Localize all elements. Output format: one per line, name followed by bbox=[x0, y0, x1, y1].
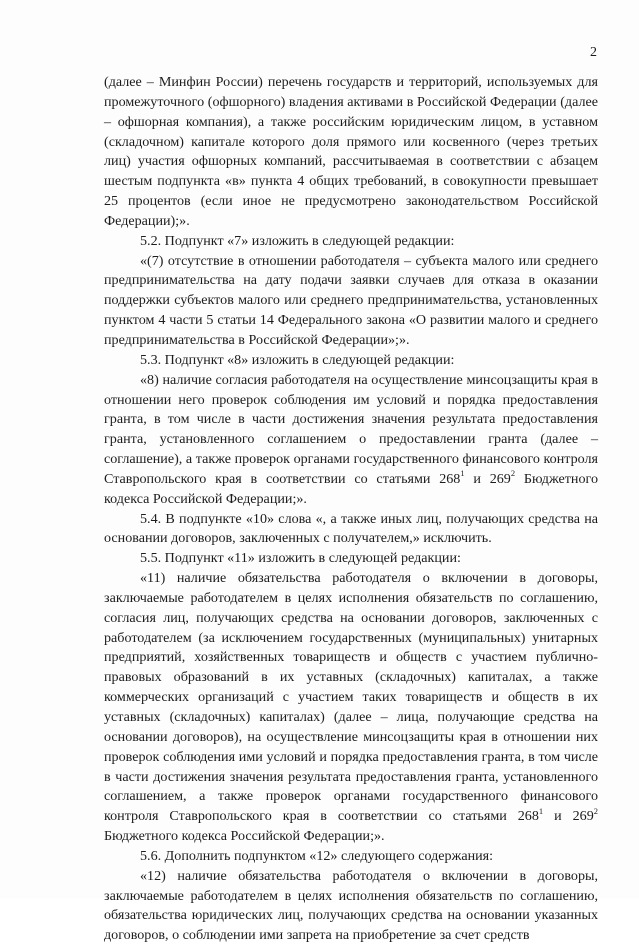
text-run: и 269 bbox=[464, 470, 511, 487]
text-run: «11) наличие обязательства работодателя о включении в договоры, заключаемые работодателем в целях исполнения обязательств по соглашению, согласия лиц, получающих средства на основании договоров, заключенных с работодателем (за исключением государственных (муниципальных) унитарных предприятий, хозяйственных товариществ и обществ с участием публично-правовых образований в их уставных (складочных) капиталах, а также коммерческих организаций с участием таких товариществ и обществ в их уставных (складочных) капиталах) (далее – лица, получающие средства на основании договоров), на осуществление минсоцзащиты края в отношении них проверок соблюдения ими условий и порядка предоставления гранта, в том числе в части достижения значения результата предоставления гранта, установленного соглашением, а также проверок органами государственного финансового контроля Ставропольского края в соответствии со статьями 268 bbox=[104, 570, 598, 825]
paragraph-subpoint-7: «(7) отсутствие в отношении работодателя – субъекта малого или среднего предпринимательства на дату подачи заявки случаев для отказа в оказании поддержки субъектов малого или среднего предпринимательства, установленных пунктом 4 части 5 статьи 14 Федерального закона «О развитии малого и среднего предпринимательства в Российской Федерации»;». bbox=[104, 252, 598, 348]
paragraph-5-4: 5.4. В подпункте «10» слова «, а также иных лиц, получающих средства на основании договоров, заключенных с получателем,» исключить. bbox=[104, 510, 598, 547]
superscript: 2 bbox=[593, 805, 598, 816]
text-run: Бюджетного кодекса Российской Федерации;». bbox=[104, 470, 598, 507]
superscript: 2 bbox=[510, 468, 516, 479]
paragraph-offshore-definition: (далее – Минфин России) перечень государств и территорий, используемых для промежуточного (офшорного) владения активами в Российской Федерации (далее – офшорная компания), а также российским юридическим лицом, в уставном (складочном) капитале которого доля прямого или косвенного (через третьих лиц) участия офшорных компаний, рассчитываемая в соответствии с абзацем шестым подпункта «в» пункта 4 общих требований, в совокупности превышает 25 процентов (если иное не предусмотрено законодательством Российской Федерации);». bbox=[104, 74, 598, 229]
paragraph-subpoint-12: «12) наличие обязательства работодателя о включении в договоры, заключаемые работодателем в целях исполнения обязательств по соглашению, обязательства юридических лиц, получающих средства на основании указанных договоров, о соблюдении ими запрета на приобретение за счет средств bbox=[104, 867, 598, 944]
superscript: 1 bbox=[460, 468, 465, 479]
text-run: «8) наличие согласия работодателя на осуществление минсоцзащиты края в отношении него проверок соблюдения им условий и порядка предоставления гранта, в том числе в части достижения значения результата предоставления гранта, установленного соглашением о предоставлении гранта (далее – соглашение), а также проверок органами государственного финансового контроля Ставропольского края в соответствии со статьями 268 bbox=[104, 371, 598, 487]
paragraph-5-3: 5.3. Подпункт «8» изложить в следующей редакции: bbox=[140, 351, 455, 368]
paragraph-subpoint-8 bbox=[104, 371, 598, 510]
text-run: Бюджетного кодекса Российской Федерации;». bbox=[104, 828, 385, 845]
paragraph-subpoint-11 bbox=[104, 569, 598, 847]
document-body bbox=[104, 73, 598, 946]
page-number: 2 bbox=[590, 45, 597, 60]
paragraph-5-6: 5.6. Дополнить подпунктом «12» следующего содержания: bbox=[140, 847, 494, 864]
superscript: 1 bbox=[538, 805, 544, 816]
text-run: и 269 bbox=[543, 808, 594, 825]
paragraph-5-2: 5.2. Подпункт «7» изложить в следующей редакции: bbox=[140, 232, 455, 249]
paragraph-5-5: 5.5. Подпункт «11» изложить в следующей редакции: bbox=[140, 550, 461, 567]
